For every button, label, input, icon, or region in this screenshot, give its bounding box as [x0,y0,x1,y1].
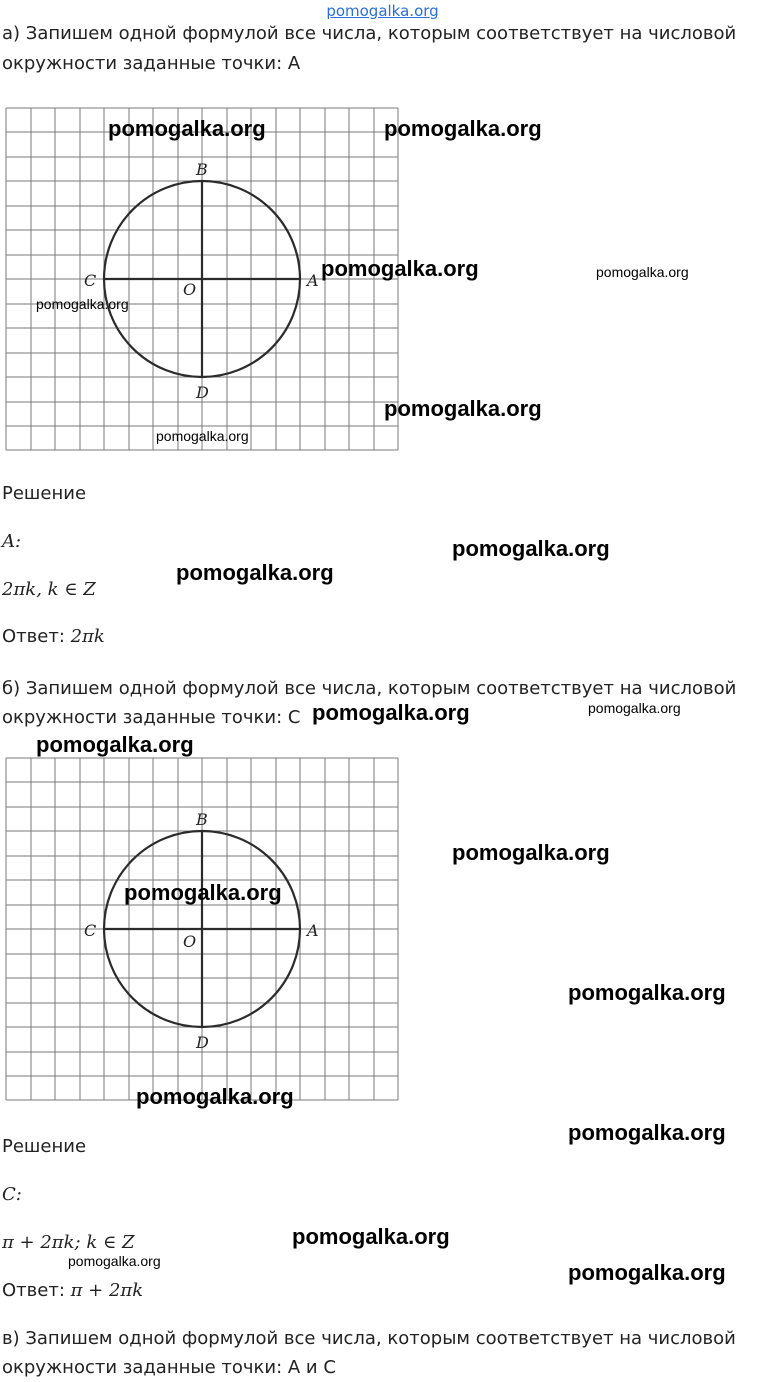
task-c-line2: окружности заданные точки: A и C [2,1357,336,1378]
watermark: pomogalka.org [68,1253,161,1269]
watermark: pomogalka.org [36,732,194,757]
watermark: pomogalka.org [292,1224,450,1249]
point-label-b: B [196,160,208,179]
watermark: pomogalka.org [36,296,129,312]
point-label-o: O [183,932,197,951]
task-b-line1: б) Запишем одной формулой все числа, которым соответствует на числовой [2,678,737,699]
watermark: pomogalka.org [312,700,470,725]
watermark: pomogalka.org [176,560,334,585]
watermark: pomogalka.org [384,396,542,421]
formula-b: π + 2πk; k ∈ Z [2,1232,135,1253]
point-label-c: C [84,921,97,940]
answer-b-formula: π + 2πk [70,1280,144,1301]
answer-b-prefix: Ответ: [2,1280,71,1301]
point-label-d: D [196,383,209,402]
task-a-line2: окружности заданные точки: A [2,53,301,74]
watermark: pomogalka.org [156,428,249,444]
watermark: pomogalka.org [321,256,479,281]
formula-a: 2πk, k ∈ Z [2,579,96,600]
solution-heading-a: Решение [2,483,87,504]
site-link[interactable]: pomogalka.org [326,2,439,20]
point-label-d: D [196,1033,209,1052]
point-label-b: B [196,810,208,829]
watermark: pomogalka.org [568,1120,726,1145]
answer-a-formula: 2πk [70,626,105,647]
watermark: pomogalka.org [588,700,681,716]
point-c-label: C: [2,1184,22,1205]
watermark: pomogalka.org [136,1084,294,1109]
watermark: pomogalka.org [452,536,610,561]
task-a-line1: а) Запишем одной формулой все числа, которым соответствует на числовой [2,23,737,44]
watermark: pomogalka.org [124,880,282,905]
point-label-c: C [84,271,97,290]
point-label-a: A [307,921,319,940]
point-label-o: O [183,280,197,299]
answer-a [2,623,105,651]
watermark: pomogalka.org [596,264,689,280]
task-b-line2: окружности заданные точки: C [2,707,301,728]
unit-circle-figure-b [0,755,405,1105]
answer-a-prefix: Ответ: [2,626,71,647]
watermark: pomogalka.org [568,1260,726,1285]
watermark: pomogalka.org [568,980,726,1005]
point-label-a: A [307,271,319,290]
point-a-label: A: [2,531,22,552]
task-c-line1: в) Запишем одной формулой все числа, которым соответствует на числовой [2,1328,736,1349]
watermark: pomogalka.org [384,116,542,141]
watermark: pomogalka.org [452,840,610,865]
watermark: pomogalka.org [108,116,266,141]
solution-heading-b: Решение [2,1136,87,1157]
answer-b [2,1277,143,1305]
